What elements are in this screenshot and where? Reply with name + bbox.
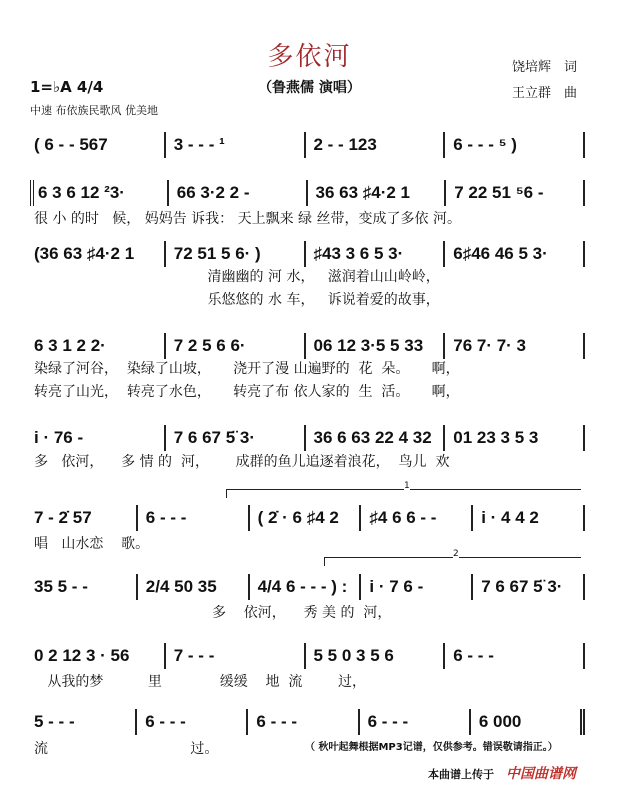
measure: 7 22 51 ⁵6 - [446, 180, 585, 206]
measure: ( 6 - - 567 [30, 132, 166, 158]
staff-system [30, 132, 585, 158]
measure: 72 51 5 6· ) [166, 241, 306, 267]
measure: 7 - 2̇ 57 [30, 505, 138, 531]
measure: 76 7· 7· 3 [445, 333, 585, 359]
measure: (36 63 ♯4·2 1 [30, 241, 166, 267]
volta-1: 1 [226, 489, 581, 498]
measure: 2 - - 123 [306, 132, 446, 158]
staff-system [30, 709, 585, 735]
measure: 2/4 50 35 [138, 574, 250, 600]
measure: 6♯46 46 5 3· [445, 241, 585, 267]
measure: 7 6 67 5̈ 3· [166, 425, 306, 451]
lyrics-line: 多 依河， 秀 美 的 河， [34, 605, 392, 621]
measure: 66 3·2 2 - [169, 180, 308, 206]
lyrics-line: 从我的梦 里 缓缓 地 流 过， [34, 674, 367, 690]
measure: 6 - - - ⁵ ) [445, 132, 585, 158]
composer: 王立群 曲 [511, 86, 577, 101]
lyrics-line: 唱 山水恋 歌。 [34, 536, 150, 552]
lyrics-line: 流 过。 [34, 741, 219, 757]
lyrics-line: 转亮了山光， 转亮了水色， 转亮了布 依人家的 生 活。 啊， [34, 384, 460, 400]
lyrics-line: 清幽幽的 河 水， 滋润着山山岭岭， [34, 269, 440, 285]
measure: 01 23 3 5 3 [445, 425, 585, 451]
tempo-marking: 中速 布依族民歌风 优美地 [30, 104, 158, 117]
measure: 6 - - - [248, 709, 359, 735]
key-signature: 1=♭A 4/4 [30, 78, 104, 96]
measure: 6 3 1 2 2· [30, 333, 166, 359]
measure: 06 12 3·5 5 33 [306, 333, 446, 359]
lyrics-line: 乐悠悠的 水 车， 诉说着爱的故事， [34, 292, 440, 308]
measure: 7 2 5 6 6· [166, 333, 306, 359]
measure: 4/4 6 - - - ) : [250, 574, 362, 600]
measure: 6 - - - [445, 643, 585, 669]
singer: （鲁燕儒 演唱） [258, 80, 361, 96]
volta-2: 2 [324, 557, 581, 566]
staff-system [30, 643, 585, 669]
staff-system [30, 425, 585, 451]
measure: 36 63 ♯4·2 1 [308, 180, 447, 206]
lyrics-line: 染绿了河谷， 染绿了山坡， 浇开了漫 山遍野的 花 朵。 啊， [34, 361, 460, 377]
measure: ♯43 3 6 5 3· [306, 241, 446, 267]
lyrics-line: 很 小 的时 候， 妈妈告 诉我： 天上飘来 绿 丝带，变成了多依 河。 [34, 211, 461, 227]
upload-text: 本曲谱上传于 [428, 768, 494, 781]
measure: 3 - - - ¹ [166, 132, 306, 158]
measure: 36 6 63 22 4 32 [306, 425, 446, 451]
measure: 5 5 0 3 5 6 [306, 643, 446, 669]
measure: 0 2 12 3 · 56 [30, 643, 166, 669]
transcription-note: （ 秋叶起舞根据MP3记谱，仅供参考。错误敬请指正。） [305, 742, 558, 753]
measure: 6 3 6 12 ²3· [30, 180, 169, 206]
staff-system [30, 180, 585, 206]
measure: 6 - - - [137, 709, 248, 735]
measure: 35 5 - - [30, 574, 138, 600]
measure: 6 - - - [360, 709, 471, 735]
site-logo: 中国曲谱网 [506, 766, 576, 782]
measure: 5 - - - [30, 709, 137, 735]
staff-system [30, 574, 585, 600]
staff-system [30, 505, 585, 531]
song-title: 多依河 [267, 42, 352, 72]
measure: ♯4 6 6 - - [361, 505, 473, 531]
measure: i · 76 - [30, 425, 166, 451]
lyrics-line: 多 依河， 多 情 的 河， 成群的鱼儿追逐着浪花， 鸟儿 欢 [34, 454, 450, 470]
measure: ( 2̇ · 6 ♯4 2 [250, 505, 362, 531]
staff-system [30, 241, 585, 267]
measure: 6 - - - [138, 505, 250, 531]
lyricist: 饶培辉 词 [511, 60, 577, 75]
measure: i · 7 6 - [361, 574, 473, 600]
measure: 6 000 [471, 709, 585, 735]
measure: 7 6 67 5̈ 3· [473, 574, 585, 600]
measure: 7 - - - [166, 643, 306, 669]
measure: i · 4 4 2 [473, 505, 585, 531]
staff-system [30, 333, 585, 359]
